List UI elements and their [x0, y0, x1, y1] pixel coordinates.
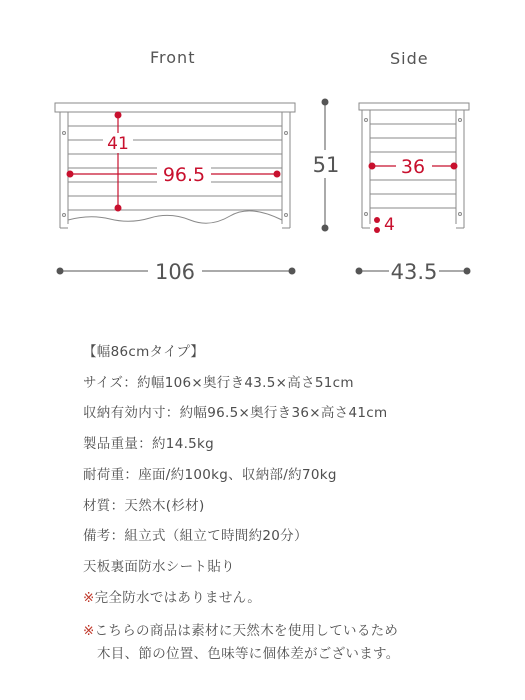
spec-load: 耐荷重：座面/約100kg、収納部/約70kg — [83, 467, 337, 483]
front-skirt-curve — [68, 211, 282, 223]
front-view-label: Front — [150, 48, 196, 67]
outer-width-dimension — [57, 257, 296, 285]
disclaimer-mark: ※ — [83, 623, 95, 639]
side-seat-top — [359, 103, 469, 110]
side-inner-dimensions — [369, 155, 458, 235]
inner-height-marker-bottom — [115, 205, 122, 212]
front-seat-top — [55, 103, 295, 112]
inner-width-marker-left — [67, 171, 74, 178]
side-view-label: Side — [390, 49, 429, 68]
inner-width-marker-right — [274, 171, 281, 178]
dimension-diagram — [0, 0, 525, 300]
spec-warning — [83, 586, 261, 606]
outer-width-value: 106 — [154, 260, 196, 284]
spec-weight: 製品重量：約14.5kg — [83, 436, 215, 452]
outer-height-dimension — [308, 99, 344, 232]
inner-height-value: 41 — [107, 134, 129, 154]
warning-text: 完全防水ではありません。 — [94, 590, 262, 606]
inner-height-marker-top — [115, 112, 122, 119]
spec-material: 材質：天然木(杉材) — [83, 498, 205, 514]
spec-storage: 収納有効内寸：約幅96.5×奥行き36×高さ41cm — [83, 405, 388, 421]
outer-height-value: 51 — [312, 153, 340, 177]
disclaimer-line-1: こちらの商品は素材に天然木を使用しているため — [94, 623, 399, 639]
outer-depth-dimension — [356, 257, 471, 285]
spec-disclaimer-line-2: 木目、節の位置、色味等に個体差がございます。 — [97, 646, 400, 662]
spec-waterproof-sheet: 天板裏面防水シート貼り — [83, 559, 235, 575]
outer-depth-value: 43.5 — [390, 260, 438, 284]
warning-mark: ※ — [83, 590, 95, 606]
inner-width-value: 96.5 — [162, 164, 206, 186]
spec-type-header: 【幅86cmタイプ】 — [83, 344, 205, 360]
lid-thickness-value: 4 — [384, 215, 395, 235]
spec-size: サイズ：約幅106×奥行き43.5×高さ51cm — [83, 375, 354, 391]
inner-depth-value: 36 — [400, 156, 426, 178]
spec-notes: 備考：組立式（組立て時間約20分） — [83, 528, 308, 544]
spec-disclaimer — [83, 619, 398, 639]
